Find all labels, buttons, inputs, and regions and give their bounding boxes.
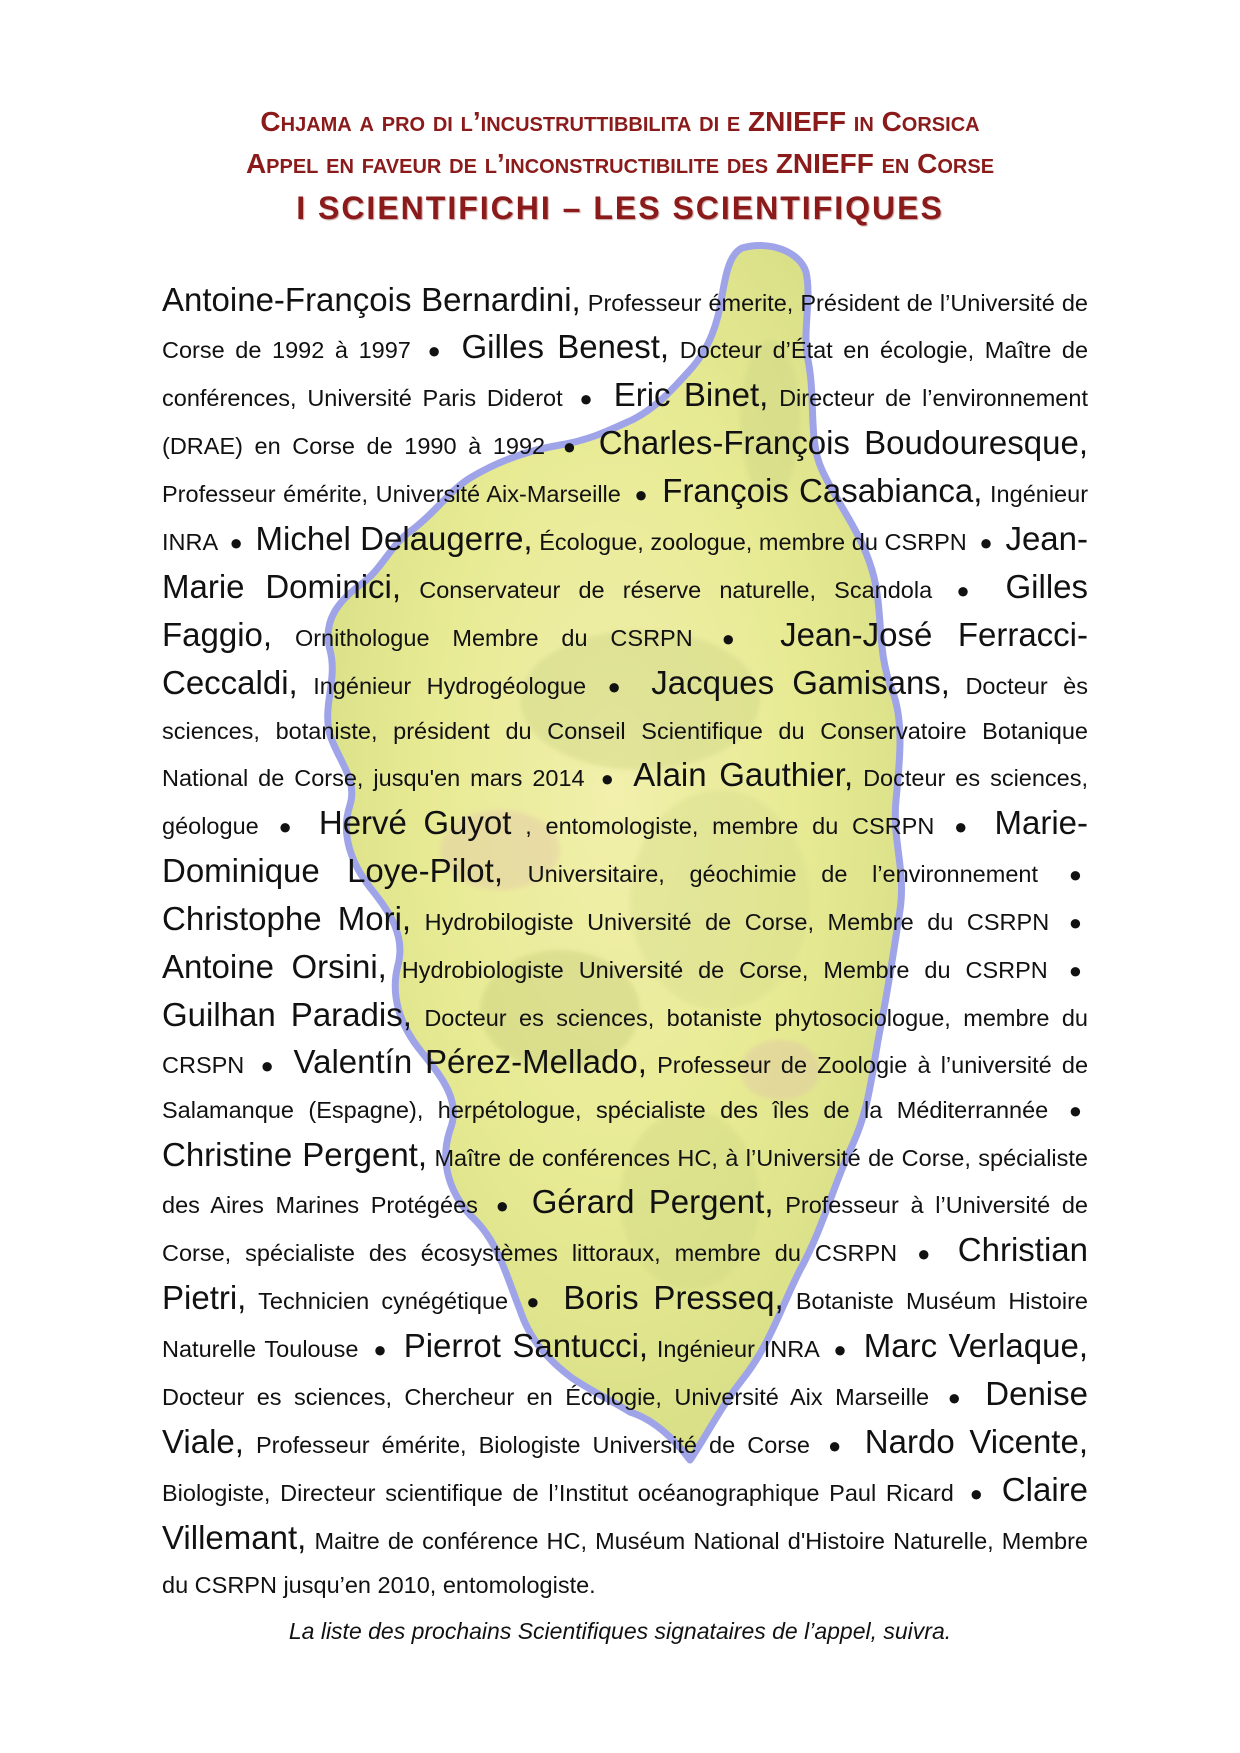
signatory-title: Hydrobilogiste Université de Corse, Membre du CSRPN	[424, 909, 1050, 935]
signatory-title: Technicien cynégétique	[258, 1288, 509, 1314]
signatory-name: Valentín Pérez-Mellado,	[293, 1043, 647, 1080]
bullet-separator: ●	[721, 626, 752, 651]
signatory-name: Marie-Dominique Loye-Pilot,	[162, 804, 1088, 889]
signatory-title: Docteur d’État en écologie, Maître de conférences, Université Paris Diderot	[162, 337, 1089, 411]
title-scientists: I SCIENTIFICHI – LES SCIENTIFIQUES	[296, 190, 944, 226]
bullet-separator: ●	[947, 1385, 967, 1410]
bullet-separator: ●	[579, 386, 597, 411]
signatory-name: Gérard Pergent,	[531, 1183, 774, 1220]
bullet-separator: ●	[954, 814, 975, 839]
signatory-title: Ingénieur INRA	[162, 481, 1089, 555]
bullet-separator: ●	[1068, 1098, 1082, 1123]
bullet-separator: ●	[600, 766, 618, 791]
signatory-name: Charles-François Boudouresque,	[598, 424, 1089, 461]
signatory-name: Alain Gauthier,	[633, 756, 854, 793]
signatory-title: Docteur es sciences, Chercheur en Écologie, Université Aix Marseille	[162, 1384, 930, 1410]
title-line-french: Appel en faveur de l’inconstructibilite des ZNIEFF en Corse	[245, 148, 995, 179]
signatory-name: Antoine Orsini,	[162, 948, 387, 985]
bullet-separator: ●	[495, 1193, 515, 1218]
signatory-title: Biologiste, Directeur scientifique de l’Institut océanographique Paul Ricard	[162, 1480, 954, 1506]
signatory-name: Denise Viale,	[162, 1375, 1088, 1460]
signatory-name: Boris Presseq,	[563, 1279, 784, 1316]
signatory-title: Professeur de Zoologie à l’université de Salamanque (Espagne), herpétologue, spécialiste des îles de la Méditerrannée	[162, 1052, 1089, 1123]
signatory-title: Écologue, zoologue, membre du CSRPN	[539, 529, 967, 555]
signatory-title: Maître de conférences HC, à l’Université de Corse, spécialiste des Aires Marines Protégées	[162, 1145, 1089, 1218]
bullet-separator: ●	[634, 482, 649, 507]
signatory-title: Professeur émérite, Université Aix-Marseille	[162, 481, 621, 507]
signatory-name: Michel Delaugerre,	[255, 520, 533, 557]
bullet-separator: ●	[979, 530, 993, 555]
signatory-title: Docteur es sciences, géologue	[162, 765, 1089, 839]
signatory-title: Professeur émérite, Biologiste Université de Corse	[256, 1432, 810, 1458]
bullet-separator: ●	[229, 530, 243, 555]
signatory-name: Christine Pergent,	[162, 1136, 428, 1173]
footer-note: La liste des prochains Scientifiques signataires de l’appel, suivra.	[288, 1618, 952, 1644]
signatory-name: Claire Villemant,	[162, 1471, 1088, 1556]
signatory-title: Docteur ès sciences, botaniste, président du Conseil Scientifique du Conservatoire Botanique National de Corse, jusqu'en mars 2014	[162, 673, 1089, 791]
bullet-separator: ●	[956, 578, 982, 603]
signatory-title: Ingénieur INRA	[656, 1336, 819, 1362]
signatory-title: Professeur à l’Université de Corse, spécialiste des écosystèmes littoraux, membre du CSRPN	[162, 1192, 1088, 1266]
signatories-paragraph	[162, 278, 1088, 1607]
signatory-name: Christophe Mori,	[162, 900, 412, 937]
bullet-separator: ●	[373, 1337, 389, 1362]
signatory-name: Nardo Vicente,	[864, 1423, 1088, 1460]
signatory-title: Docteur es sciences, botaniste phytosociologue, membre du CRSPN	[162, 1005, 1088, 1078]
signatory-title: , entomologiste, membre du CSRPN	[525, 813, 935, 839]
signatory-name: Jean-José Ferracci-Ceccaldi,	[162, 616, 1088, 701]
signatory-name: Jean-Marie Dominici,	[162, 520, 1089, 605]
signatory-title: Hydrobiologiste Université de Corse, Membre du CSRPN	[401, 957, 1048, 983]
bullet-separator: ●	[1068, 958, 1082, 983]
signatory-title: Botaniste Muséum Histoire Naturelle Toulouse	[162, 1288, 1088, 1362]
signatory-title: Ornithologue Membre du CSRPN	[294, 625, 693, 651]
signatory-name: Guilhan Paradis,	[162, 996, 412, 1033]
signatory-title: Universitaire, géochimie de l’environnement	[527, 861, 1038, 887]
signatory-name: Eric Binet,	[613, 376, 769, 413]
bullet-separator: ●	[562, 434, 582, 459]
title-line-corsican: Chjama a pro di l’incustruttibbilita di e ZNIEFF in Corsica	[260, 106, 980, 137]
signatory-name: Marc Verlaque,	[863, 1327, 1088, 1364]
bullet-separator: ●	[260, 1053, 278, 1078]
signatory-name: Pierrot Santucci,	[403, 1327, 649, 1364]
signatory-name: Hervé Guyot	[318, 804, 512, 841]
bullet-separator: ●	[827, 1433, 847, 1458]
bullet-separator: ●	[969, 1481, 987, 1506]
bullet-separator: ●	[278, 814, 300, 839]
signatories-list	[162, 278, 1088, 1607]
bullet-separator: ●	[1068, 910, 1083, 935]
signatory-name: Christian Pietri,	[162, 1231, 1089, 1316]
bullet-separator: ●	[833, 1337, 849, 1362]
signatory-title: Ingénieur Hydrogéologue	[313, 673, 587, 699]
signatory-name: François Casabianca,	[662, 472, 983, 509]
bullet-separator: ●	[1068, 862, 1082, 887]
signatory-title: Professeur émerite, Président de l’Université de Corse de 1992 à 1997	[162, 290, 1088, 363]
signatory-title: Conservateur de réserve naturelle, Scandola	[419, 577, 933, 603]
bullet-separator: ●	[526, 1289, 546, 1314]
bullet-separator: ●	[917, 1241, 938, 1266]
signatory-name: Gilles Benest,	[461, 328, 670, 365]
signatory-name: Jacques Gamisans,	[651, 664, 950, 701]
bullet-separator: ●	[607, 674, 630, 699]
signatory-name: Antoine-François Bernardini,	[162, 281, 581, 318]
signatory-title: Directeur de l’environnement (DRAE) en Corse de 1990 à 1992	[162, 385, 1088, 459]
signatory-title: Maitre de conférence HC, Muséum National d'Histoire Naturelle, Membre du CSRPN jusqu’en 2010, entomologiste.	[162, 1528, 1088, 1598]
bullet-separator: ●	[427, 338, 445, 363]
signatory-name: Gilles Faggio,	[162, 568, 1089, 653]
